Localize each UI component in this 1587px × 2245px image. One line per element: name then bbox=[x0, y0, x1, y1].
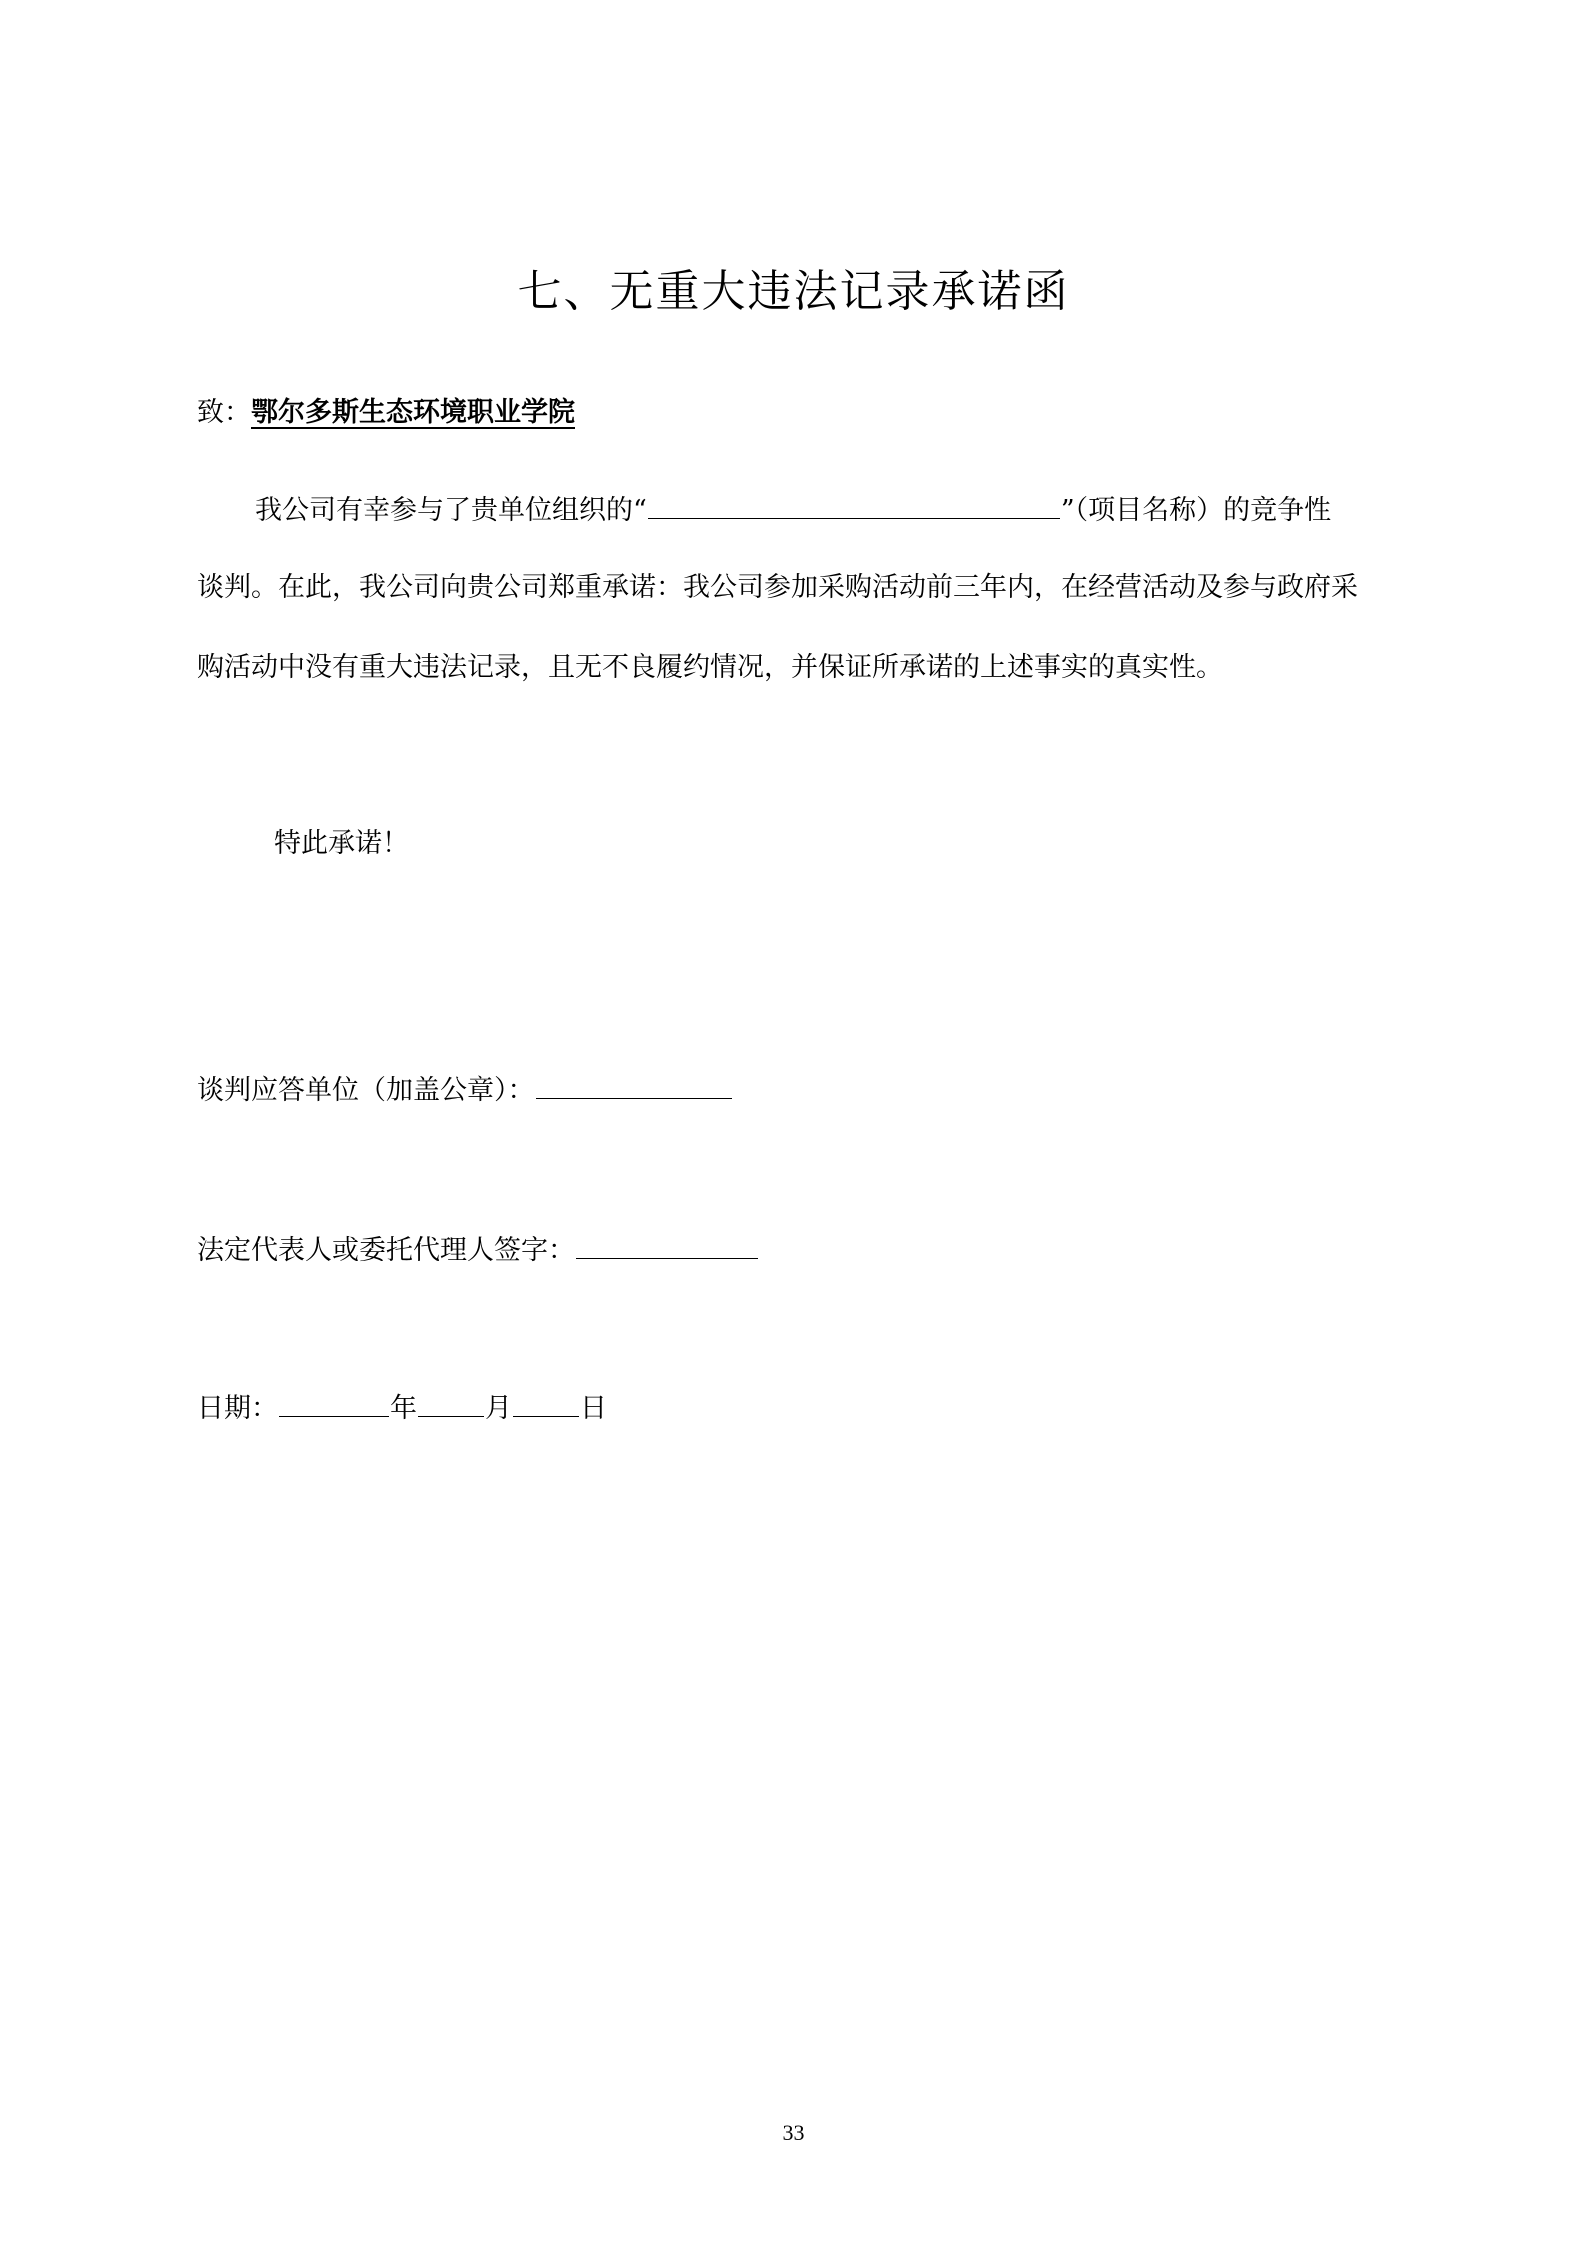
date-month-blank bbox=[418, 1386, 484, 1417]
body-line-3: 购活动中没有重大违法记录，且无不良履约情况，并保证所承诺的上述事实的真实性。 bbox=[197, 652, 1223, 683]
signature-representative-blank bbox=[576, 1228, 758, 1259]
addressee-organization: 鄂尔多斯生态环境职业学院 bbox=[251, 397, 575, 428]
date-day-label: 日 bbox=[580, 1393, 607, 1424]
signature-unit-line bbox=[197, 1068, 733, 1111]
body-line-1 bbox=[255, 488, 1331, 531]
addressee-line bbox=[197, 393, 575, 433]
addressee-prefix: 致： bbox=[197, 397, 251, 428]
date-year-blank bbox=[279, 1386, 389, 1417]
signature-unit-blank bbox=[536, 1068, 732, 1099]
body-line-2: 谈判。在此，我公司向贵公司郑重承诺：我公司参加采购活动前三年内，在经营活动及参与政府采 bbox=[197, 572, 1358, 603]
date-label: 日期： bbox=[197, 1393, 278, 1424]
signature-representative-label: 法定代表人或委托代理人签字： bbox=[197, 1235, 575, 1266]
body-line-1-end: ”（项目名称）的竞争性 bbox=[1060, 495, 1332, 526]
signature-representative-line bbox=[197, 1228, 759, 1271]
date-day-blank bbox=[513, 1386, 579, 1417]
date-line bbox=[197, 1386, 607, 1429]
signature-unit-label: 谈判应答单位（加盖公章）： bbox=[197, 1075, 535, 1106]
page-title: 七、无重大违法记录承诺函 bbox=[517, 266, 1070, 317]
closing-statement: 特此承诺！ bbox=[274, 828, 409, 859]
page-number: 33 bbox=[782, 2120, 805, 2145]
body-line-1-start: 我公司有幸参与了贵单位组织的“ bbox=[255, 495, 647, 526]
date-month-label: 月 bbox=[485, 1393, 512, 1424]
project-name-blank bbox=[648, 488, 1060, 519]
date-year-label: 年 bbox=[390, 1393, 417, 1424]
